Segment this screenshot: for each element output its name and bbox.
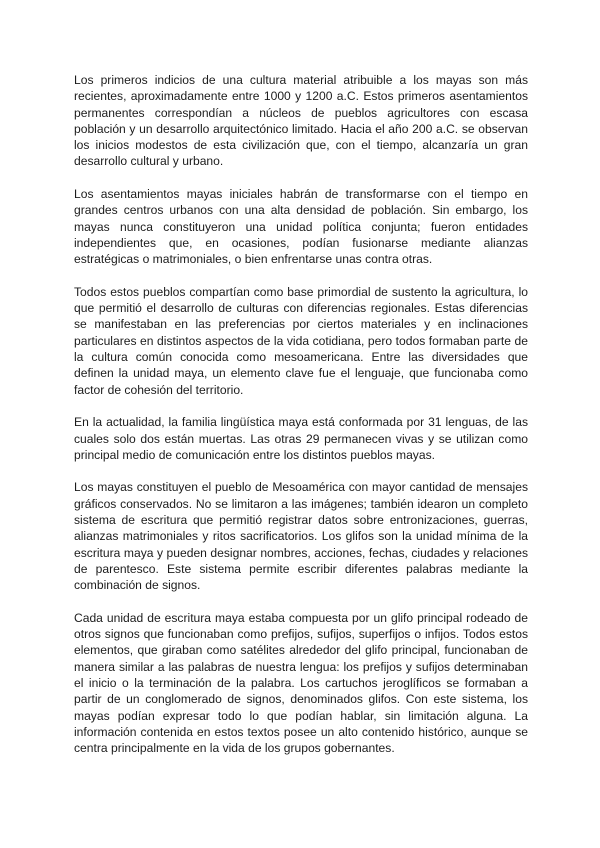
paragraph-4: En la actualidad, la familia lingüística maya está conformada por 31 lenguas, de las cuales solo dos están muertas. Las otras 29 permanecen vivas y se utilizan como principal medio de comunicación entre los distintos pueblos mayas. [74,415,528,462]
paragraph-5: Los mayas constituyen el pueblo de Mesoamérica con mayor cantidad de mensajes gráficos conservados. No se limitaron a las imágenes; también idearon un completo sistema de escritura que permitió registrar datos sobre entronizaciones, guerras, alianzas matrimoniales y ritos sacrificatorios. Los glifos son la unidad mínima de la escritura maya y pueden designar nombres, acciones, fechas, ciudades y relaciones de parentesco. Este sistema permite escribir diferentes palabras mediante la combinación de signos. [74,480,528,593]
document-body [74,72,528,756]
paragraph-2: Los asentamientos mayas iniciales habrán de transformarse con el tiempo en grandes centros urbanos con una alta densidad de población. Sin embargo, los mayas nunca constituyeron una unidad política conjunta; fueron entidades independientes que, en ocasiones, podían fusionarse mediante alianzas estratégicas o matrimoniales, o bien enfrentarse unas contra otras. [74,187,528,267]
paragraph-1: Los primeros indicios de una cultura material atribuible a los mayas son más recientes, aproximadamente entre 1000 y 1200 a.C. Estos primeros asentamientos permanentes correspondían a núcleos de pueblos agricultores con escasa población y un desarrollo arquitectónico limitado. Hacia el año 200 a.C. se observan los inicios modestos de esta civilización que, con el tiempo, alcanzaría un gran desarrollo cultural y urbano. [74,73,528,169]
paragraph-6: Cada unidad de escritura maya estaba compuesta por un glifo principal rodeado de otros signos que funcionaban como prefijos, sufijos, superfijos o infijos. Todos estos elementos, que giraban como satélites alrededor del glifo principal, funcionaban de manera similar a las palabras de nuestra lengua: los prefijos y sufijos determinaban el inicio o la terminación de la palabra. Los cartuchos jeroglíficos se formaban a partir de un conglomerado de signos, denominados glifos. Con este sistema, los mayas podían expresar todo lo que podían hablar, sin limitación alguna. La información contenida en estos textos posee un alto contenido histórico, aunque se centra principalmente en la vida de los grupos gobernantes. [74,610,528,756]
paragraph-3: Todos estos pueblos compartían como base primordial de sustento la agricultura, lo que permitió el desarrollo de culturas con diferencias regionales. Estas diferencias se manifestaban en las preferencias por ciertos materiales y en inclinaciones particulares en distintos aspectos de la vida cotidiana, pero todos formaban parte de la cultura común conocida como mesoamericana. Entre las diversidades que definen la unidad maya, un elemento clave fue el lenguaje, que funcionaba como factor de cohesión del territorio. [74,284,528,397]
